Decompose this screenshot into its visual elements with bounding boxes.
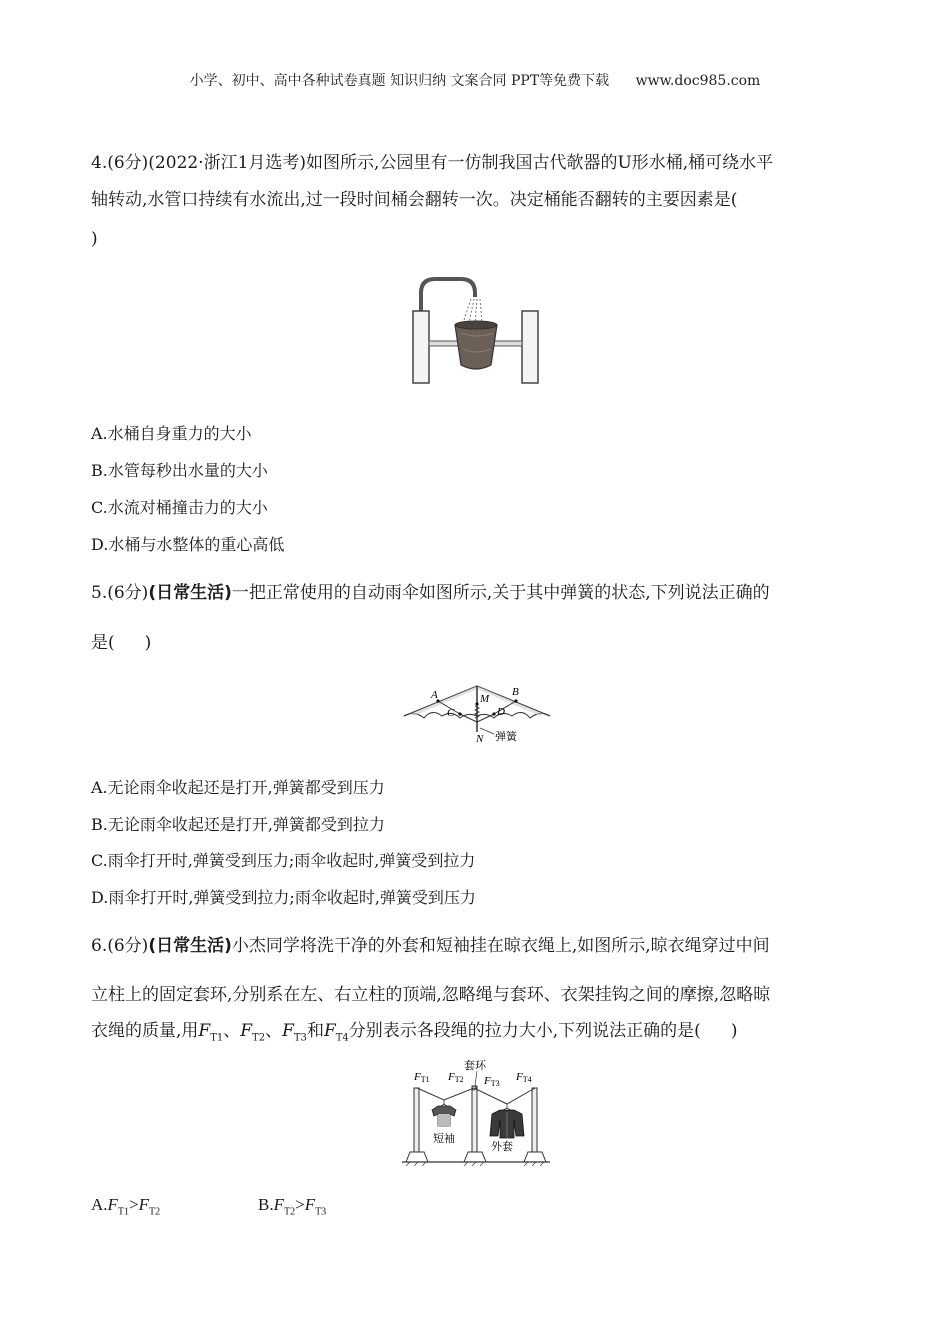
label-short-sleeve: 短袖	[433, 1132, 455, 1145]
middle-post	[472, 1086, 477, 1152]
left-post	[413, 311, 429, 383]
label-ft1: FT1	[414, 1071, 430, 1084]
bucket-figure	[405, 273, 545, 385]
label-n: N	[476, 733, 484, 745]
q4-option-c[interactable]: C.水流对桶撞击力的大小	[91, 498, 268, 517]
right-post	[532, 1088, 537, 1152]
label-ft4: FT4	[516, 1071, 532, 1084]
q5-option-d[interactable]: D.雨伞打开时,弹簧受到拉力;雨伞收起时,弹簧受到压力	[91, 888, 476, 907]
water-pipe	[421, 279, 475, 311]
label-ring: 套环	[464, 1059, 486, 1072]
q4-line-2: 轴转动,水管口持续有水流出,过一段时间桶会翻转一次。决定桶能否翻转的主要因素是(	[91, 190, 738, 210]
right-post	[522, 311, 538, 383]
q4-line-3: )	[91, 229, 98, 249]
label-c: C	[447, 707, 455, 719]
q4-option-b[interactable]: B.水管每秒出水量的大小	[91, 461, 268, 480]
water-stream	[463, 299, 482, 323]
label-b: B	[512, 686, 519, 698]
q5-line-2: 是( )	[91, 633, 152, 653]
q5-line-1: 5.(6分)(日常生活)一把正常使用的自动雨伞如图所示,关于其中弹簧的状态,下列说法正确的	[91, 583, 770, 603]
label-a: A	[431, 689, 438, 701]
q6-tag: (日常生活)	[148, 936, 232, 956]
label-m: M	[480, 693, 490, 705]
q6-line-2: 立柱上的固定套环,分别系在左、右立柱的顶端,忽略绳与套环、衣架挂钩之间的摩擦,忽略晾	[91, 985, 771, 1005]
label-coat: 外套	[491, 1140, 513, 1153]
label-ft3: FT3	[484, 1075, 500, 1088]
q5-option-a[interactable]: A.无论雨伞收起还是打开,弹簧都受到压力	[91, 778, 385, 797]
q4-option-d[interactable]: D.水桶与水整体的重心高低	[91, 535, 285, 554]
q4-option-a[interactable]: A.水桶自身重力的大小	[91, 424, 252, 443]
label-spring: 弹簧	[495, 730, 517, 743]
q6-line-1: 6.(6分)(日常生活)小杰同学将洗干净的外套和短袖挂在晾衣绳上,如图所示,晾衣绳穿过中间	[91, 936, 770, 956]
q6-option-a[interactable]: $A.F_{T1}>F_{T2}$	[91, 1195, 161, 1218]
q5-option-b[interactable]: B.无论雨伞收起还是打开,弹簧都受到拉力	[91, 815, 385, 834]
clothesline-figure	[402, 1058, 552, 1168]
header-text: 小学、初中、高中各种试卷真题 知识归纳 文案合同 PPT等免费下载	[189, 73, 610, 89]
label-ft2: FT2	[448, 1071, 464, 1084]
q6-option-b[interactable]: $B.F_{T2}>F_{T3}$	[258, 1195, 327, 1218]
header-url[interactable]: www.doc985.com	[635, 73, 761, 89]
q5-tag: (日常生活)	[148, 583, 232, 603]
left-post	[414, 1088, 419, 1152]
u-bucket	[455, 325, 497, 369]
label-d: D	[497, 706, 505, 718]
q5-option-c[interactable]: C.雨伞打开时,弹簧受到压力;雨伞收起时,弹簧受到拉力	[91, 851, 476, 870]
site-header	[0, 70, 950, 90]
q6-line-3: 衣绳的质量,用$F_{T1}$、$F_{T2}$、$F_{T3}$和$F_{T4}$分别表示各段绳的拉力大小,下列说法正确的是( )	[91, 1021, 738, 1044]
umbrella-figure	[402, 680, 552, 746]
q4-line-1: 4.(6分)(2022·浙江1月选考)如图所示,公园里有一仿制我国古代欹器的U形水桶,桶可绕水平	[91, 153, 774, 173]
